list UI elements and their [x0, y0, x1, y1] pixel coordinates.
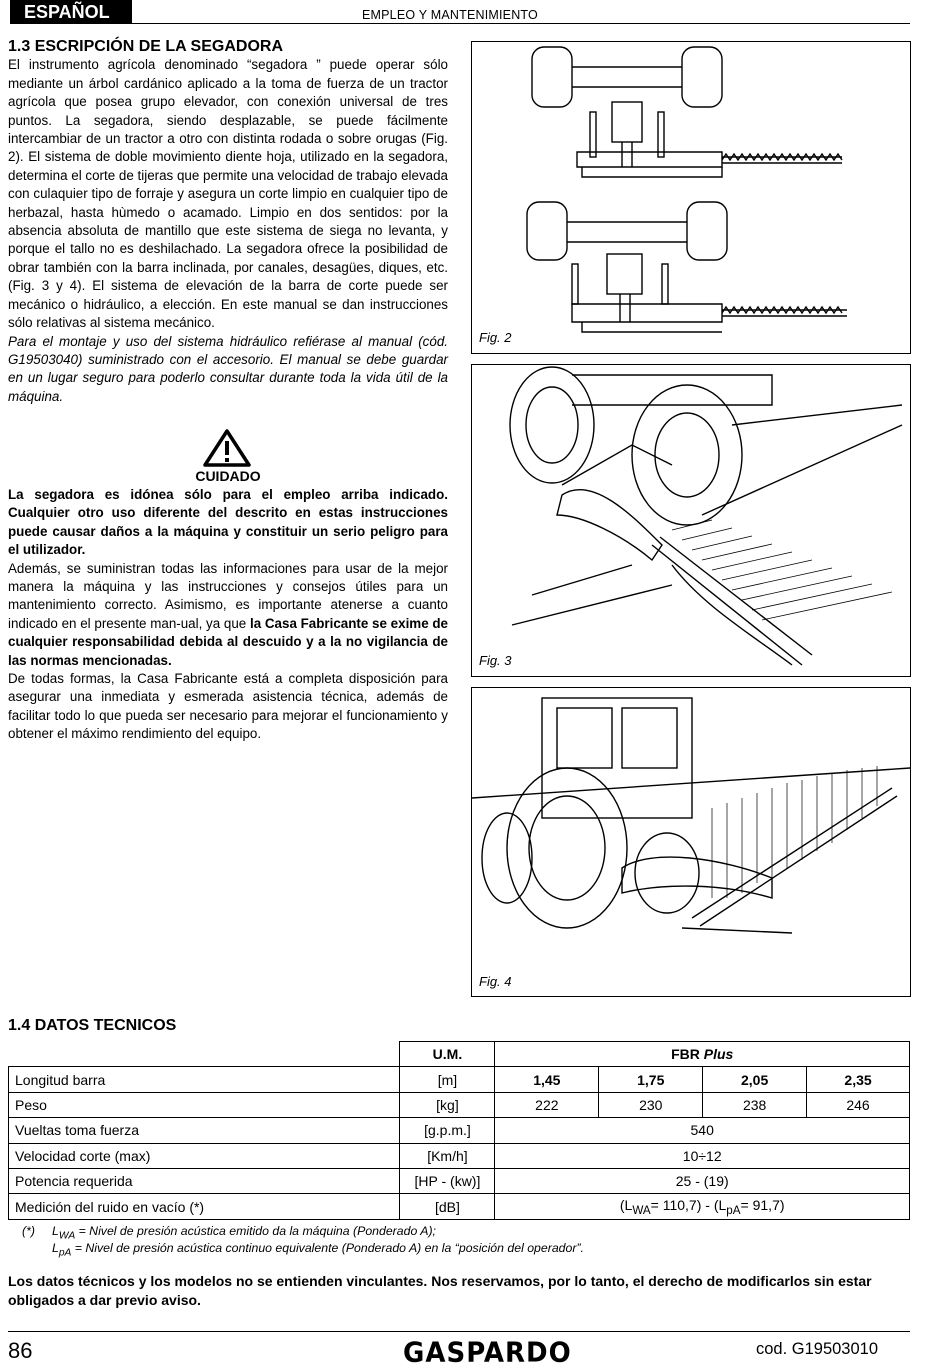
- figure-2: [471, 41, 911, 354]
- row-value: 2,35: [807, 1067, 910, 1092]
- table-row: [9, 1168, 910, 1193]
- row-value: 238: [703, 1092, 807, 1117]
- footnote-l: L: [52, 1241, 59, 1255]
- warning-triangle-icon: [202, 428, 252, 468]
- table-header-um: U.M.: [400, 1042, 495, 1067]
- row-value: 25 - (19): [495, 1168, 910, 1193]
- table-header-model-name: FBR: [671, 1046, 704, 1063]
- language-tab: ESPAÑOL: [10, 0, 132, 24]
- figure-3-caption: Fig. 3: [479, 653, 512, 668]
- noise-value: [495, 1194, 910, 1219]
- footnote-text-2: = Nivel de presión acústica continuo equivalente (Ponderado A) en la “posición del operador”.: [71, 1241, 584, 1255]
- row-value: 1,75: [599, 1067, 703, 1092]
- description-body: El instrumento agrícola denominado “segadora ” puede operar sólo mediante un árbol cardánico aplicado a la toma de fuerza de un tractor agrícola que posea grupo elevador, con conexión universal de tres puntos. La segadora, siendo desplazable, se puede fácilmente intercambiar de un tractor a otro con distinta rodada o sobre orugas (Fig. 2). El sistema de doble movimiento diente hoja, utilizado en la segadora, determina el corte de tijeras que permite una velocidad de trabajo elevada con culaquier tipo de forraje y asegura un corte limpio en cualquier tipo de herbazal, hasta hùmedo o acamado. Limpio en dos sentidos: por la absencia absoluta de mantillo que este sistema de siega no levanta, y porque el tallo no es deshilachado. La segadora ofrece la posibilidad de obrar también con la barra inclinada, por canales, desagües, diques, etc. (Fig. 3 y 4). El sistema de elevación de la barra de corte puede ser mecánico o hidráulico, a elección. En este manual se dan instrucciones sólo relativas al sistema mecánico.: [8, 57, 448, 331]
- row-um: [dB]: [400, 1194, 495, 1219]
- row-value: 246: [807, 1092, 910, 1117]
- row-um: [HP - (kw)]: [400, 1168, 495, 1193]
- description-section: [8, 38, 448, 406]
- footnote-line-2: [52, 1241, 584, 1258]
- disclaimer: Los datos técnicos y los modelos no se entienden vinculantes. Nos reservamos, por lo tanto, el derecho de modificarlos sin estar obligados a dar previo aviso.: [8, 1273, 872, 1308]
- figure-4-caption: Fig. 4: [479, 974, 512, 989]
- table-row: [9, 1118, 910, 1143]
- footnote-sub-pa: pA: [58, 1247, 72, 1259]
- row-label: Peso: [9, 1092, 400, 1117]
- warning-text-1: Además, se suministran todas las informaciones para usar de la mejor manera la máquina y las instrucciones y consejos útiles para un mantenimiento correcto. Asimismo, es importante atenerse a cuanto indicado en el presente man-ual, ya que: [8, 560, 448, 631]
- warning-text-bold: la Casa Fabricante se exime de cualquier responsabilidad debida al descuido y a la no vigilancia de las normas mencionadas.: [8, 615, 448, 668]
- figure-3: [471, 364, 911, 677]
- row-value: 10÷12: [495, 1143, 910, 1168]
- row-label: Vueltas toma fuerza: [9, 1118, 400, 1143]
- tech-data-title: 1.4 DATOS TECNICOS: [8, 1017, 177, 1034]
- row-label: Medición del ruido en vacío (*): [9, 1194, 400, 1219]
- row-value: 1,45: [495, 1067, 599, 1092]
- warning-bold-text: La segadora es idónea sólo para el empleo arriba indicado. Cualquier otro uso diferente del descrito en estas instrucciones puede causar daños a la máquina y constituir un serio peligro para el utilizador.: [8, 487, 448, 558]
- figure-4-drawing: [472, 688, 910, 996]
- footnote-star: (*): [22, 1224, 35, 1238]
- tech-data-table: [8, 1041, 910, 1220]
- footnote-text-1: = Nivel de presión acústica emitido da la máquina (Ponderado A);: [75, 1224, 436, 1238]
- warning-text-3: De todas formas, la Casa Fabricante está a completa disposición para asegurar una inmediata y esmerada asistencia técnica, además de facilitar todo lo que pueda ser necesario para mejorar el funcionamiento y obtener el máximo rendimiento del equipo.: [8, 671, 448, 742]
- figure-3-drawing: [472, 365, 910, 676]
- section-header: EMPLEO Y MANTENIMIENTO: [362, 8, 538, 22]
- noise-part: = 110,7) - (L: [650, 1196, 727, 1213]
- warning-text: [8, 560, 448, 670]
- page-number: 86: [8, 1338, 33, 1363]
- row-value: 2,05: [703, 1067, 807, 1092]
- row-value: 230: [599, 1092, 703, 1117]
- figure-4: [471, 687, 911, 997]
- row-um: [kg]: [400, 1092, 495, 1117]
- row-label: Velocidad corte (max): [9, 1143, 400, 1168]
- table-row: [9, 1143, 910, 1168]
- noise-part: (L: [619, 1196, 633, 1213]
- table-header-model-plus: Plus: [703, 1046, 734, 1063]
- table-row: [9, 1092, 910, 1117]
- row-um: [m]: [400, 1067, 495, 1092]
- footnote-sub-wa: WA: [58, 1230, 76, 1242]
- noise-part: = 91,7): [740, 1196, 785, 1213]
- row-value: 222: [495, 1092, 599, 1117]
- warning-section: [8, 486, 448, 744]
- manual-note: Para el montaje y uso del sistema hidráulico refiérase al manual (cód. G19503040) suministrado con el accesorio. El manual se debe guardar en un lugar seguro para poderlo consultar durante toda la vida útil de la máquina.: [8, 333, 448, 404]
- footnote-line-1: [52, 1224, 436, 1241]
- noise-sub-pa: pA: [726, 1203, 741, 1217]
- brand-logo: GASPARDO: [403, 1337, 572, 1369]
- warning-title: CUIDADO: [195, 468, 261, 484]
- row-um: [g.p.m.]: [400, 1118, 495, 1143]
- noise-sub-wa: WA: [632, 1203, 651, 1217]
- table-header-blank: [9, 1042, 400, 1067]
- document-code: cod. G19503010: [756, 1340, 879, 1358]
- table-header-row: [9, 1042, 910, 1067]
- row-um: [Km/h]: [400, 1143, 495, 1168]
- header-rule: [132, 23, 910, 24]
- table-row: [9, 1194, 910, 1219]
- row-label: Longitud barra: [9, 1067, 400, 1092]
- footnote-l: L: [52, 1224, 59, 1238]
- figure-2-drawing: [472, 42, 910, 353]
- row-value: 540: [495, 1118, 910, 1143]
- table-header-model: [495, 1042, 910, 1067]
- footer-rule: [8, 1331, 910, 1332]
- description-title: 1.3 ESCRIPCIÓN DE LA SEGADORA: [8, 38, 284, 55]
- row-label: Potencia requerida: [9, 1168, 400, 1193]
- table-row: [9, 1067, 910, 1092]
- figure-2-caption: Fig. 2: [479, 330, 512, 345]
